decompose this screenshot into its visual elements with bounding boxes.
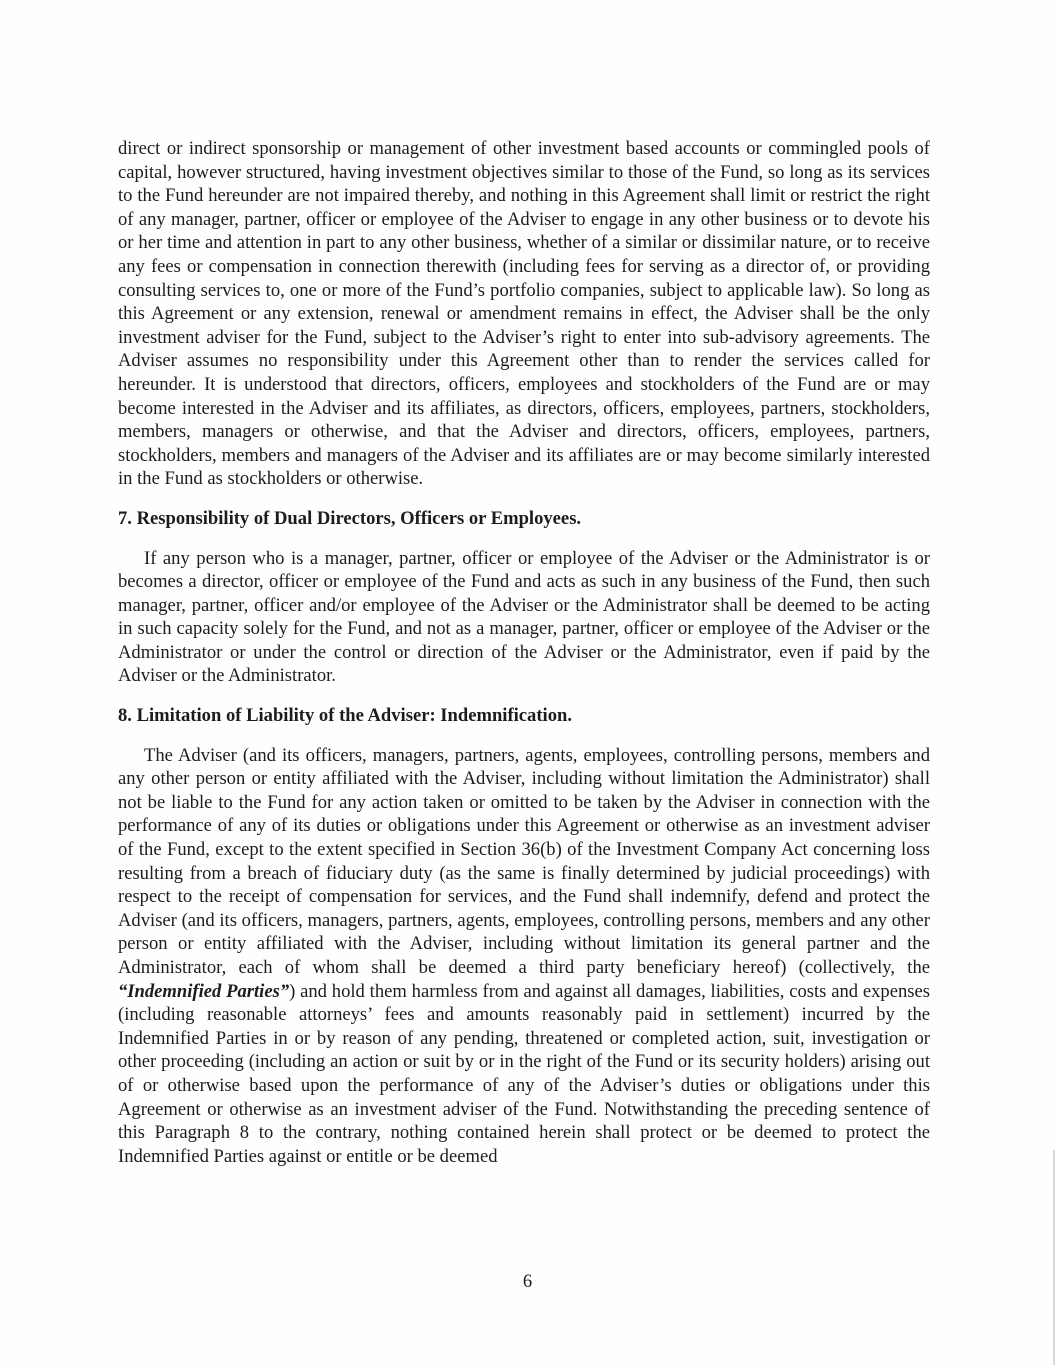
continued-paragraph: direct or indirect sponsorship or management of other investment based accounts or commingled pools of capital, however structured, having investment objectives similar to those of the Fund, so long as its services to the Fund hereunder are not impaired thereby, and nothing in this Agreement shall limit or restrict the right of any manager, partner, officer or employee of the Adviser to engage in any other business or to devote his or her time and attention in part to any other business, whether of a similar or dissimilar nature, or to receive any fees or compensation in connection therewith (including fees for serving as a director of, or providing consulting services to, one or more of the Fund’s portfolio companies, subject to applicable law). So long as this Agreement or any extension, renewal or amendment remains in effect, the Adviser shall be the only investment adviser for the Fund, subject to the Adviser’s right to enter into sub-advisory agreements. The Adviser assumes no responsibility under this Agreement other than to render the services called for hereunder. It is understood that directors, officers, employees and stockholders of the Fund are or may become interested in the Adviser and its affiliates, as directors, officers, employees, partners, stockholders, members, managers or otherwise, and that the Adviser and directors, officers, employees, partners, stockholders, members and managers of the Adviser and its affiliates are or may become similarly interested in the Fund as stockholders or otherwise. [118, 138, 930, 490]
section-7-body: If any person who is a manager, partner, officer or employee of the Adviser or the Administrator is or becomes a director, officer or employee of the Fund and acts as such in any business of the Fund, then such manager, partner, officer and/or employee of the Adviser or the Administrator shall be deemed to be acting in such capacity solely for the Fund, and not as a manager, partner, officer or employee of the Adviser or the Administrator or under the control or direction of the Adviser or the Administrator, even if paid by the Adviser or the Administrator. [118, 547, 930, 687]
section-8-body-part1: The Adviser (and its officers, managers, partners, agents, employees, controlling persons, members and any other person or entity affiliated with the Adviser, including without limitation the Administrator) shall not be liable to the Fund for any action taken or omitted to be taken by the Adviser in connection with the performance of any of its duties or obligations under this Agreement or otherwise as an investment adviser of the Fund, except to the extent specified in Section 36(b) of the Investment Company Act concerning loss resulting from a breach of fiduciary duty (as the same is finally determined by judicial proceedings) with respect to the receipt of compensation for services, and the Fund shall indemnify, defend and protect the Adviser (and its officers, managers, partners, agents, employees, controlling persons, members and any other person or entity affiliated with the Adviser, including without limitation its general partner and the Administrator, each of whom shall be deemed a third party beneficiary hereof) (collectively, the [118, 744, 930, 978]
section-8-body [118, 744, 930, 1169]
section-7-heading: 7. Responsibility of Dual Directors, Officers or Employees. [118, 507, 582, 529]
section-8-heading: 8. Limitation of Liability of the Adviser: Indemnification. [118, 705, 573, 727]
section-8-body-part2: ) and hold them harmless from and against all damages, liabilities, costs and expenses (including reasonable attorneys’ fees and amounts reasonably paid in settlement) incurred by the Indemnified Parties in or by reason of any pending, threatened or completed action, suit, investigation or other proceeding (including an action or suit by or in the right of the Fund or its security holders) arising out of or otherwise based upon the performance of any of the Adviser’s duties or obligations under this Agreement or otherwise as an investment adviser of the Fund. Notwithstanding the preceding sentence of this Paragraph 8 to the contrary, nothing contained herein shall protect or be deemed to protect the Indemnified Parties against or entitle or be deemed [118, 980, 930, 1167]
defined-term-indemnified-parties: “Indemnified Parties” [118, 980, 290, 1002]
page-body [118, 137, 930, 1168]
page-number: 6 [522, 1271, 533, 1292]
